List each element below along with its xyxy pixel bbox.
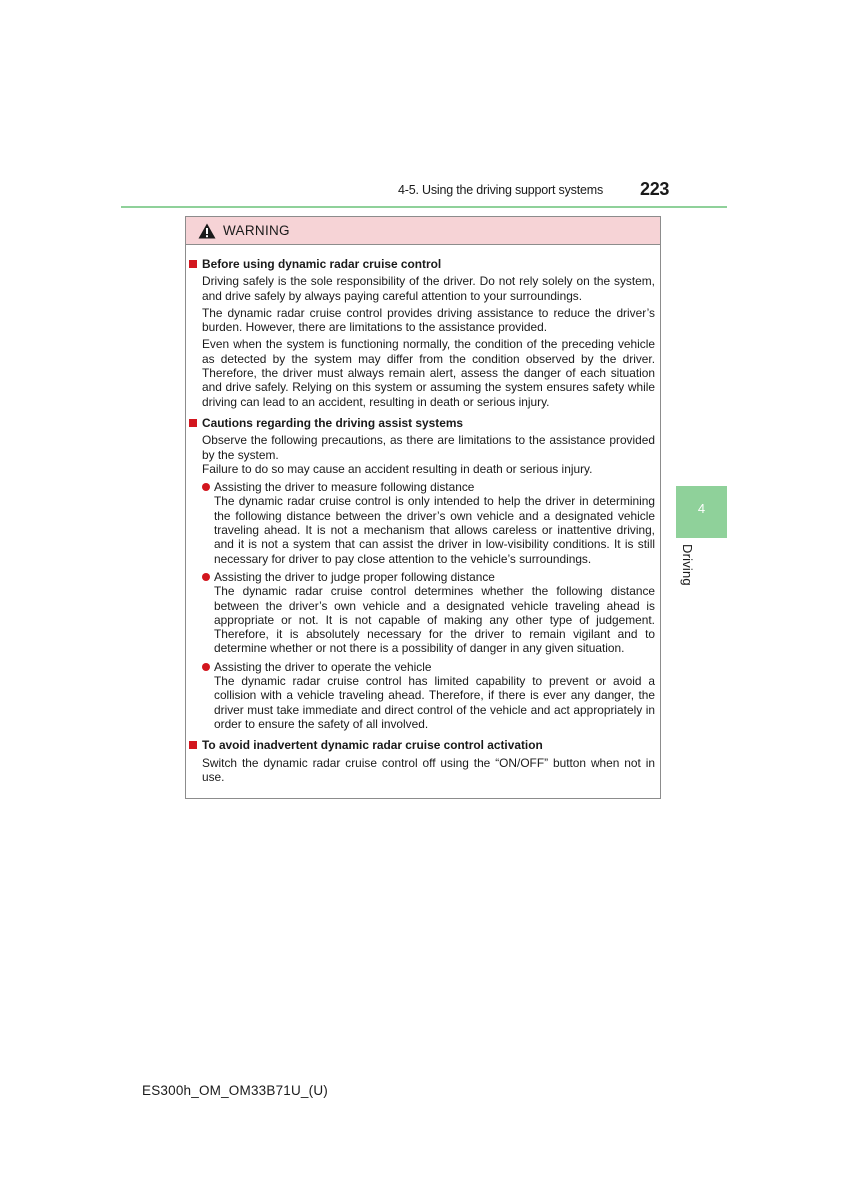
bullet-heading <box>202 660 655 674</box>
section-title <box>189 416 655 430</box>
bullet-title: Assisting the driver to operate the vehicle <box>214 659 432 674</box>
header-section-title: 4-5. Using the driving support systems <box>398 183 603 197</box>
bullet-item <box>202 480 655 566</box>
paragraph: Even when the system is functioning normally, the condition of the preceding vehicle as detected by the system may differ from the condition observed by the driver. Therefore, the driver must always remain alert, assess the danger of each situation and drive safely. Relying on this system or assuming the system ensures safety while driving can lead to an accident, resulting in death or serious injury. <box>202 337 655 409</box>
page-number: 223 <box>640 179 670 199</box>
red-square-icon <box>189 260 197 268</box>
paragraph: Driving safely is the sole responsibility of the driver. Do not rely solely on the system, and drive safely by always paying careful attention to your surroundings. <box>202 274 655 303</box>
bullet-item <box>202 660 655 731</box>
paragraph: Observe the following precautions, as there are limitations to the assistance provided by the system. <box>202 433 655 462</box>
bullet-text: The dynamic radar cruise control is only intended to help the driver in determining the following distance between the driver’s own vehicle and a designated vehicle traveling ahead. It is not a mechanism that allows careless or inattentive driving, and it is not a system that can assist the driver in low-visibility conditions. It is still necessary for driver to pay close attention to the vehicle’s surroundings. <box>214 494 655 566</box>
bullet-title: Assisting the driver to judge proper following distance <box>214 569 495 584</box>
warning-body <box>186 245 660 784</box>
header-divider <box>121 206 727 208</box>
bullet-text: The dynamic radar cruise control has limited capability to prevent or avoid a collision with a vehicle traveling ahead. Therefore, if there is ever any danger, the driver must take immediate and direct control of the vehicle and act appropriately in order to ensure the safety of all involved. <box>214 674 655 731</box>
section-title-text: To avoid inadvertent dynamic radar cruise control activation <box>202 738 543 753</box>
red-dot-icon <box>202 483 210 491</box>
chapter-number: 4 <box>697 501 706 516</box>
bullet-heading <box>202 570 655 584</box>
paragraph: Failure to do so may cause an accident resulting in death or serious injury. <box>202 461 593 476</box>
warning-header <box>186 217 660 245</box>
red-dot-icon <box>202 573 210 581</box>
bullet-title: Assisting the driver to measure following distance <box>214 480 475 495</box>
bullet-text: The dynamic radar cruise control determines whether the following distance between the driver’s own vehicle and a designated vehicle traveling ahead is appropriate or not. It is not capable of making any other type of judgement. Therefore, it is absolutely necessary for the driver to remain vigilant and to determine whether or not there is a possibility of danger in any given situation. <box>214 584 655 656</box>
paragraph: The dynamic radar cruise control provides driving assistance to reduce the driver’s burden. However, there are limitations to the assistance provided. <box>202 305 655 335</box>
red-square-icon <box>189 741 197 749</box>
section-title-text: Before using dynamic radar cruise control <box>202 257 442 271</box>
warning-box <box>185 216 661 799</box>
warning-triangle-icon <box>198 223 216 239</box>
document-code: ES300h_OM_OM33B71U_(U) <box>142 1083 328 1098</box>
bullet-item <box>202 570 655 656</box>
warning-heading: WARNING <box>223 223 290 238</box>
red-square-icon <box>189 419 197 427</box>
section-title <box>189 738 655 752</box>
paragraph: Switch the dynamic radar cruise control off using the “ON/OFF” button when not in use. <box>202 755 655 784</box>
chapter-label: Driving <box>680 544 695 586</box>
bullet-heading <box>202 480 655 494</box>
chapter-tab <box>676 486 727 538</box>
section-title-text: Cautions regarding the driving assist systems <box>202 415 464 430</box>
red-dot-icon <box>202 663 210 671</box>
section-title <box>189 257 655 271</box>
